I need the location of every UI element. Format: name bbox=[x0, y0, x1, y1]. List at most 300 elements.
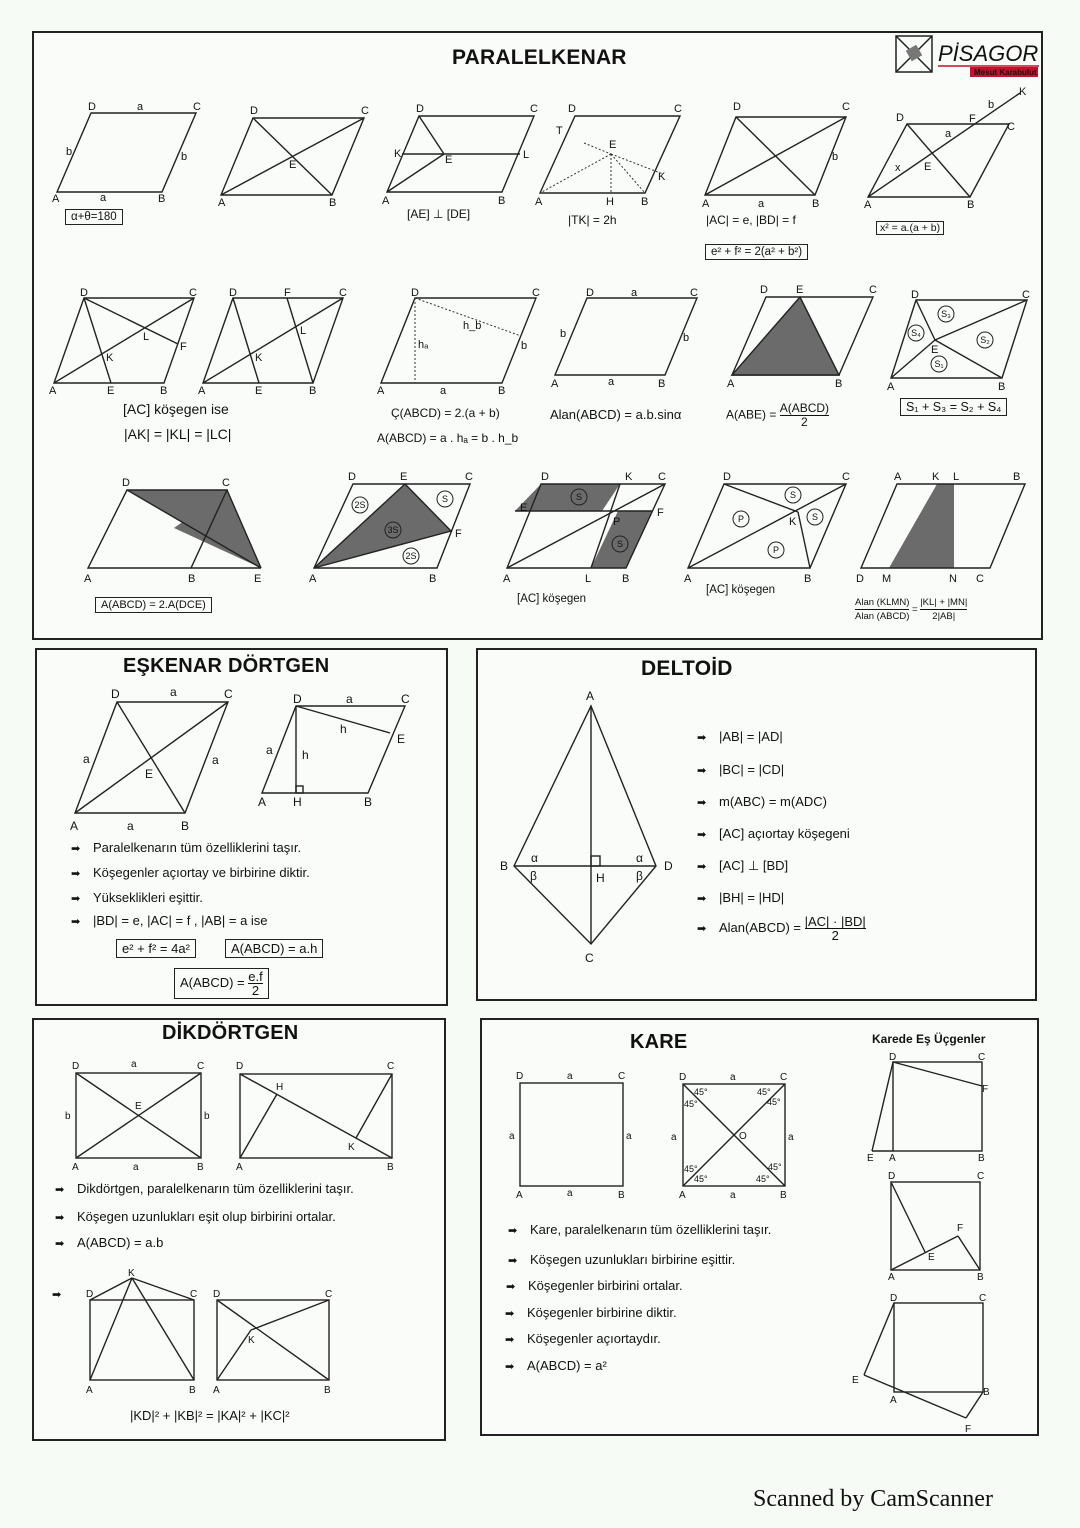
svg-text:D: D bbox=[111, 687, 120, 701]
svg-text:O: O bbox=[739, 1131, 747, 1142]
svg-text:E: E bbox=[924, 161, 932, 173]
deltoid-bullet-4: ➡ [AC] açıortay köşegeni bbox=[697, 826, 850, 841]
arrow-icon: ➡ bbox=[697, 732, 707, 744]
svg-text:L: L bbox=[523, 149, 530, 161]
eskenar-bullet-1: ➡ Paralelkenarın tüm özelliklerini taşır. bbox=[71, 840, 302, 855]
formula-e2-f2: e² + f² = 2(a² + b²) bbox=[705, 244, 808, 260]
svg-text:S: S bbox=[441, 494, 449, 504]
svg-text:hₐ: hₐ bbox=[418, 339, 429, 351]
eskenar-bullet-2: ➡ Köşegenler açıortay ve birbirine diktir. bbox=[71, 865, 310, 880]
svg-text:A: A bbox=[218, 197, 226, 209]
svg-text:H: H bbox=[596, 871, 605, 885]
svg-text:E: E bbox=[931, 344, 939, 356]
svg-text:h_b: h_b bbox=[463, 320, 482, 332]
svg-text:K: K bbox=[789, 516, 797, 528]
note-ak-kl-lc: |AK| = |KL| = |LC| bbox=[124, 426, 232, 442]
svg-text:C: C bbox=[197, 1061, 205, 1072]
svg-text:α: α bbox=[531, 851, 538, 865]
svg-text:A: A bbox=[503, 573, 511, 585]
arrow-icon: ➡ bbox=[505, 1361, 515, 1373]
svg-text:D: D bbox=[72, 1061, 80, 1072]
svg-text:B: B bbox=[967, 199, 975, 211]
deltoid-bullet-6: ➡ |BH| = |HD| bbox=[697, 890, 785, 905]
arrow-icon: ➡ bbox=[71, 916, 81, 928]
svg-text:F: F bbox=[982, 1084, 989, 1095]
svg-text:C: C bbox=[325, 1289, 333, 1300]
svg-text:a: a bbox=[567, 1188, 573, 1199]
svg-text:B: B bbox=[188, 573, 196, 585]
title-deltoid: DELTOİD bbox=[641, 657, 733, 680]
svg-text:3S: 3S bbox=[387, 525, 399, 535]
svg-text:C: C bbox=[976, 573, 984, 585]
formula-s-sums: S₁ + S₃ = S₂ + S₄ bbox=[900, 398, 1007, 416]
svg-text:B: B bbox=[618, 1190, 625, 1201]
svg-text:D: D bbox=[416, 103, 424, 115]
arrow-icon: ➡ bbox=[52, 1289, 62, 1301]
note-perimeter: Ç(ABCD) = 2.(a + b) bbox=[391, 406, 500, 420]
svg-text:A: A bbox=[382, 195, 390, 207]
title-eskenar: EŞKENAR DÖRTGEN bbox=[123, 655, 330, 677]
svg-text:E: E bbox=[928, 1252, 935, 1263]
svg-text:B: B bbox=[197, 1162, 204, 1173]
formula-area-ef: A(ABCD) = $\frac{e.f}{2}$ bbox=[174, 968, 269, 999]
svg-text:a: a bbox=[266, 743, 273, 757]
svg-text:C: C bbox=[618, 1071, 626, 1082]
svg-text:D: D bbox=[122, 477, 130, 489]
svg-text:b: b bbox=[204, 1111, 210, 1122]
svg-text:C: C bbox=[532, 287, 540, 299]
svg-text:B: B bbox=[835, 378, 843, 390]
svg-text:C: C bbox=[674, 103, 682, 115]
svg-text:A: A bbox=[894, 471, 902, 483]
svg-text:45°: 45° bbox=[767, 1097, 781, 1107]
svg-text:45°: 45° bbox=[768, 1162, 782, 1172]
svg-text:K: K bbox=[255, 352, 263, 364]
svg-text:P: P bbox=[772, 545, 780, 555]
svg-text:D: D bbox=[911, 289, 919, 301]
kare-bullet-1: ➡ Kare, paralelkenarın tüm özelliklerini taşır. bbox=[508, 1222, 772, 1237]
svg-text:A: A bbox=[889, 1153, 896, 1164]
svg-text:a: a bbox=[170, 685, 177, 699]
svg-text:K: K bbox=[658, 171, 666, 183]
svg-text:C: C bbox=[190, 1289, 198, 1300]
svg-text:a: a bbox=[127, 819, 134, 833]
svg-text:B: B bbox=[189, 1385, 196, 1396]
svg-text:C: C bbox=[222, 477, 230, 489]
svg-text:B: B bbox=[812, 198, 820, 210]
svg-text:K: K bbox=[625, 471, 633, 483]
svg-text:K: K bbox=[128, 1268, 135, 1279]
svg-text:C: C bbox=[842, 101, 850, 113]
svg-text:b: b bbox=[683, 332, 690, 344]
svg-text:b: b bbox=[66, 146, 73, 158]
svg-text:D: D bbox=[250, 105, 258, 117]
svg-text:a: a bbox=[730, 1190, 736, 1201]
svg-text:C: C bbox=[361, 105, 369, 117]
note-ac-bd: |AC| = e, |BD| = f bbox=[706, 213, 796, 227]
svg-text:S: S bbox=[789, 490, 797, 500]
svg-text:a: a bbox=[346, 692, 353, 706]
svg-text:B: B bbox=[160, 385, 168, 397]
svg-text:C: C bbox=[193, 101, 201, 113]
eskenar-bullet-3: ➡ Yükseklikleri eşittir. bbox=[71, 890, 203, 905]
arrow-icon: ➡ bbox=[55, 1238, 65, 1250]
formula-e2-f2-4a2: e² + f² = 4a² bbox=[116, 939, 196, 958]
svg-text:B: B bbox=[998, 381, 1006, 393]
svg-text:E: E bbox=[796, 284, 804, 296]
svg-text:F: F bbox=[965, 1424, 972, 1435]
svg-text:A: A bbox=[864, 199, 872, 211]
svg-text:S: S bbox=[616, 539, 624, 549]
arrow-icon: ➡ bbox=[697, 829, 707, 841]
svg-text:K: K bbox=[248, 1335, 255, 1346]
svg-text:E: E bbox=[397, 732, 406, 746]
svg-text:2S: 2S bbox=[405, 551, 417, 561]
arrow-icon: ➡ bbox=[508, 1225, 518, 1237]
svg-text:b: b bbox=[560, 328, 567, 340]
svg-text:D: D bbox=[760, 284, 768, 296]
svg-text:Mesut Karabulut: Mesut Karabulut bbox=[974, 68, 1037, 77]
svg-text:C: C bbox=[690, 287, 698, 299]
svg-text:a: a bbox=[567, 1071, 573, 1082]
svg-text:a: a bbox=[83, 752, 90, 766]
svg-text:D: D bbox=[236, 1061, 244, 1072]
svg-text:A: A bbox=[586, 689, 595, 703]
svg-text:A: A bbox=[49, 385, 57, 397]
svg-text:E: E bbox=[107, 385, 115, 397]
svg-text:A: A bbox=[213, 1385, 220, 1396]
svg-text:β: β bbox=[530, 869, 537, 883]
note-klmn-ratio: $\frac{\text{Alan (KLMN)}}{\text{Alan (ABCD)}}$ = $\frac{|KL| + |MN|}{2|AB|}$ bbox=[855, 597, 968, 622]
arrow-icon: ➡ bbox=[505, 1308, 515, 1320]
svg-text:B: B bbox=[364, 795, 373, 809]
svg-text:2S: 2S bbox=[354, 500, 366, 510]
svg-text:D: D bbox=[890, 1293, 898, 1304]
svg-text:a: a bbox=[133, 1162, 139, 1173]
svg-text:β: β bbox=[636, 869, 643, 883]
svg-text:S: S bbox=[811, 512, 819, 522]
svg-text:B: B bbox=[500, 859, 509, 873]
svg-text:E: E bbox=[255, 385, 263, 397]
svg-text:K: K bbox=[394, 148, 402, 160]
svg-text:C: C bbox=[780, 1072, 788, 1083]
svg-text:45°: 45° bbox=[694, 1174, 708, 1184]
svg-text:D: D bbox=[679, 1072, 687, 1083]
svg-text:F: F bbox=[657, 507, 664, 519]
svg-text:a: a bbox=[212, 753, 219, 767]
svg-text:K: K bbox=[348, 1142, 355, 1153]
svg-text:B: B bbox=[387, 1162, 394, 1173]
svg-text:D: D bbox=[411, 287, 419, 299]
title-kare: KARE bbox=[630, 1031, 688, 1053]
svg-text:C: C bbox=[401, 692, 410, 706]
svg-text:K: K bbox=[932, 471, 940, 483]
deltoid-bullet-5: ➡ [AC] ⊥ [BD] bbox=[697, 858, 789, 873]
svg-text:B: B bbox=[181, 819, 190, 833]
svg-text:F: F bbox=[969, 113, 976, 125]
svg-text:B: B bbox=[1013, 471, 1021, 483]
svg-text:D: D bbox=[723, 471, 731, 483]
svg-text:D: D bbox=[889, 1052, 897, 1063]
svg-text:M: M bbox=[882, 573, 892, 585]
kare-bullet-5: ➡ Köşegenler açıortaydır. bbox=[505, 1331, 661, 1346]
kare-bullet-3: ➡ Köşegenler birbirini ortalar. bbox=[506, 1278, 683, 1293]
svg-text:P: P bbox=[613, 516, 621, 528]
svg-text:45°: 45° bbox=[757, 1087, 771, 1097]
arrow-icon: ➡ bbox=[55, 1212, 65, 1224]
note-ae-perp-de: [AE] ⊥ [DE] bbox=[407, 207, 471, 221]
deltoid-bullet-area: ➡ Alan(ABCD) = $\frac{|AC| \cdot |BD|}{2}$ bbox=[697, 914, 866, 943]
svg-text:C: C bbox=[465, 471, 473, 483]
svg-text:E: E bbox=[609, 139, 617, 151]
arrow-icon: ➡ bbox=[71, 868, 81, 880]
svg-text:A: A bbox=[309, 573, 317, 585]
svg-text:B: B bbox=[658, 378, 666, 390]
deltoid-bullet-1: ➡ |AB| = |AD| bbox=[697, 729, 783, 744]
svg-text:S₄: S₄ bbox=[911, 328, 921, 338]
svg-text:D: D bbox=[664, 859, 673, 873]
svg-text:a: a bbox=[608, 376, 615, 388]
svg-text:B: B bbox=[324, 1385, 331, 1396]
svg-text:45°: 45° bbox=[694, 1087, 708, 1097]
svg-text:H: H bbox=[293, 795, 302, 809]
svg-text:A: A bbox=[52, 193, 60, 205]
title-paralelkenar: PARALELKENAR bbox=[452, 46, 627, 69]
svg-text:C: C bbox=[979, 1293, 987, 1304]
svg-text:D: D bbox=[229, 287, 237, 299]
svg-text:D: D bbox=[80, 287, 88, 299]
svg-text:a: a bbox=[730, 1072, 736, 1083]
svg-text:a: a bbox=[440, 385, 447, 397]
svg-text:a: a bbox=[945, 128, 952, 140]
svg-text:D: D bbox=[856, 573, 864, 585]
svg-text:S₂: S₂ bbox=[980, 335, 990, 345]
svg-text:B: B bbox=[309, 385, 317, 397]
svg-text:E: E bbox=[289, 159, 297, 171]
scanner-watermark: Scanned by CamScanner bbox=[753, 1486, 993, 1512]
svg-text:45°: 45° bbox=[684, 1164, 698, 1174]
svg-text:A: A bbox=[86, 1385, 93, 1396]
svg-text:N: N bbox=[949, 573, 957, 585]
svg-text:E: E bbox=[520, 502, 528, 514]
arrow-icon: ➡ bbox=[697, 765, 707, 777]
svg-text:45°: 45° bbox=[756, 1174, 770, 1184]
arrow-icon: ➡ bbox=[55, 1184, 65, 1196]
svg-text:A: A bbox=[258, 795, 267, 809]
arrow-icon: ➡ bbox=[506, 1281, 516, 1293]
svg-text:a: a bbox=[100, 192, 107, 204]
svg-text:D: D bbox=[348, 471, 356, 483]
svg-text:D: D bbox=[733, 101, 741, 113]
svg-text:E: E bbox=[145, 767, 154, 781]
svg-text:PİSAGOR: PİSAGOR bbox=[938, 41, 1039, 66]
svg-text:P: P bbox=[737, 514, 745, 524]
svg-text:a: a bbox=[131, 1059, 137, 1070]
svg-text:h: h bbox=[302, 748, 309, 762]
arrow-icon: ➡ bbox=[71, 843, 81, 855]
dikdortgen-bullet-2: ➡ Köşegen uzunlukları eşit olup birbirini ortalar. bbox=[55, 1209, 336, 1224]
deltoid-bullet-3: ➡ m(ABC) = m(ADC) bbox=[697, 794, 827, 809]
svg-text:D: D bbox=[541, 471, 549, 483]
svg-text:b: b bbox=[832, 151, 839, 163]
svg-text:a: a bbox=[626, 1131, 632, 1142]
title-dikdortgen: DİKDÖRTGEN bbox=[162, 1022, 299, 1044]
kare-bullet-6: ➡ A(ABCD) = a² bbox=[505, 1358, 607, 1373]
svg-text:B: B bbox=[622, 573, 630, 585]
svg-text:B: B bbox=[498, 195, 506, 207]
kare-bullet-2: ➡ Köşegen uzunlukları birbirine eşittir. bbox=[508, 1252, 736, 1267]
arrow-icon: ➡ bbox=[697, 893, 707, 905]
arrow-icon: ➡ bbox=[71, 893, 81, 905]
svg-text:D: D bbox=[586, 287, 594, 299]
svg-text:D: D bbox=[516, 1071, 524, 1082]
note-ac-kosegen: [AC] köşegen ise bbox=[123, 401, 229, 417]
svg-text:C: C bbox=[977, 1171, 985, 1182]
title-karede-es-ucgenler: Karede Eş Üçgenler bbox=[872, 1032, 986, 1046]
eskenar-bullet-4: ➡ |BD| = e, |AC| = f , |AB| = a ise bbox=[71, 913, 268, 928]
svg-text:E: E bbox=[852, 1375, 859, 1386]
dikdortgen-bullet-1: ➡ Dikdörtgen, paralelkenarın tüm özelliklerini taşır. bbox=[55, 1181, 354, 1196]
svg-text:A: A bbox=[702, 198, 710, 210]
svg-text:A: A bbox=[70, 819, 79, 833]
svg-text:H: H bbox=[606, 196, 614, 208]
svg-text:C: C bbox=[869, 284, 877, 296]
note-kosegen-2: [AC] köşegen bbox=[706, 584, 776, 596]
note-area-sin: Alan(ABCD) = a.b.sinα bbox=[550, 407, 682, 422]
kare-bullet-4: ➡ Köşegenler birbirine diktir. bbox=[505, 1305, 677, 1320]
svg-text:C: C bbox=[1007, 121, 1015, 133]
arrow-icon: ➡ bbox=[505, 1334, 515, 1346]
svg-text:F: F bbox=[455, 528, 462, 540]
svg-text:C: C bbox=[387, 1061, 395, 1072]
svg-text:B: B bbox=[983, 1387, 990, 1398]
svg-text:b: b bbox=[181, 151, 188, 163]
formula-dce: A(ABCD) = 2.A(DCE) bbox=[95, 597, 212, 613]
svg-text:A: A bbox=[72, 1162, 79, 1173]
svg-text:E: E bbox=[254, 573, 262, 585]
arrow-icon: ➡ bbox=[697, 861, 707, 873]
svg-text:F: F bbox=[180, 341, 187, 353]
svg-text:A: A bbox=[551, 378, 559, 390]
svg-text:A: A bbox=[890, 1395, 897, 1406]
svg-text:a: a bbox=[509, 1131, 515, 1142]
arrow-icon: ➡ bbox=[697, 797, 707, 809]
formula-x2: x² = a.(a + b) bbox=[876, 221, 944, 235]
svg-text:A: A bbox=[535, 196, 543, 208]
svg-text:F: F bbox=[284, 287, 291, 299]
svg-text:D: D bbox=[88, 101, 96, 113]
svg-text:E: E bbox=[135, 1101, 142, 1112]
svg-text:L: L bbox=[300, 325, 307, 337]
formula-british-flag: |KD|² + |KB|² = |KA|² + |KC|² bbox=[130, 1408, 290, 1423]
svg-text:S₃: S₃ bbox=[941, 309, 951, 319]
svg-text:h: h bbox=[340, 722, 347, 736]
svg-text:C: C bbox=[224, 687, 233, 701]
svg-text:C: C bbox=[658, 471, 666, 483]
deltoid-bullet-2: ➡ |BC| = |CD| bbox=[697, 762, 785, 777]
svg-text:D: D bbox=[568, 103, 576, 115]
svg-text:E: E bbox=[400, 471, 408, 483]
svg-text:a: a bbox=[671, 1132, 677, 1143]
svg-text:D: D bbox=[293, 692, 302, 706]
svg-text:A: A bbox=[887, 381, 895, 393]
svg-text:α: α bbox=[636, 851, 643, 865]
svg-text:A: A bbox=[377, 385, 385, 397]
svg-text:D: D bbox=[896, 112, 904, 124]
svg-text:b: b bbox=[988, 99, 995, 111]
svg-text:A: A bbox=[679, 1190, 686, 1201]
svg-text:b: b bbox=[521, 340, 528, 352]
svg-text:B: B bbox=[804, 573, 812, 585]
svg-text:A: A bbox=[84, 573, 92, 585]
svg-text:a: a bbox=[631, 287, 638, 299]
svg-text:B: B bbox=[977, 1272, 984, 1283]
svg-text:x: x bbox=[895, 162, 901, 174]
svg-text:H: H bbox=[276, 1082, 284, 1093]
svg-text:T: T bbox=[556, 125, 563, 137]
svg-text:C: C bbox=[978, 1052, 986, 1063]
svg-text:B: B bbox=[429, 573, 437, 585]
note-tk-2h: |TK| = 2h bbox=[568, 213, 617, 227]
svg-text:A: A bbox=[684, 573, 692, 585]
svg-text:K: K bbox=[1019, 86, 1027, 98]
svg-text:F: F bbox=[957, 1223, 964, 1234]
svg-text:D: D bbox=[86, 1289, 94, 1300]
svg-text:a: a bbox=[758, 198, 765, 210]
svg-text:C: C bbox=[339, 287, 347, 299]
svg-text:S₁: S₁ bbox=[934, 359, 944, 369]
svg-text:B: B bbox=[780, 1190, 787, 1201]
svg-text:C: C bbox=[842, 471, 850, 483]
svg-text:K: K bbox=[106, 352, 114, 364]
svg-text:A: A bbox=[236, 1162, 243, 1173]
svg-text:a: a bbox=[137, 101, 144, 113]
svg-text:C: C bbox=[530, 103, 538, 115]
svg-text:D: D bbox=[213, 1289, 221, 1300]
svg-text:E: E bbox=[867, 1153, 874, 1164]
note-kosegen-1: [AC] köşegen bbox=[517, 593, 587, 605]
svg-text:45°: 45° bbox=[684, 1099, 698, 1109]
svg-text:B: B bbox=[978, 1153, 985, 1164]
svg-text:B: B bbox=[498, 385, 506, 397]
svg-text:L: L bbox=[143, 331, 150, 343]
svg-text:B: B bbox=[158, 193, 166, 205]
svg-text:B: B bbox=[641, 196, 649, 208]
svg-text:a: a bbox=[788, 1132, 794, 1143]
note-area-abe: A(ABE) = $\frac{\text{A(ABCD)}}{2}$ bbox=[726, 401, 830, 429]
svg-text:E: E bbox=[445, 154, 453, 166]
formula-alpha-theta: α+θ=180 bbox=[65, 209, 123, 225]
svg-text:A: A bbox=[888, 1272, 895, 1283]
svg-text:A: A bbox=[727, 378, 735, 390]
svg-text:C: C bbox=[585, 951, 594, 965]
svg-text:A: A bbox=[198, 385, 206, 397]
svg-text:B: B bbox=[329, 197, 337, 209]
dikdortgen-bullet-3: ➡ A(ABCD) = a.b bbox=[55, 1235, 164, 1250]
svg-text:L: L bbox=[585, 573, 592, 585]
svg-text:b: b bbox=[65, 1111, 71, 1122]
svg-text:A: A bbox=[516, 1190, 523, 1201]
formula-area-ah: A(ABCD) = a.h bbox=[225, 939, 323, 958]
svg-text:L: L bbox=[953, 471, 960, 483]
arrow-icon: ➡ bbox=[508, 1255, 518, 1267]
note-area-heights: A(ABCD) = a . hₐ = b . h_b bbox=[377, 431, 519, 445]
svg-text:S: S bbox=[575, 492, 583, 502]
svg-text:C: C bbox=[1022, 289, 1030, 301]
svg-text:C: C bbox=[189, 287, 197, 299]
arrow-icon: ➡ bbox=[697, 922, 707, 935]
svg-text:D: D bbox=[888, 1171, 896, 1182]
